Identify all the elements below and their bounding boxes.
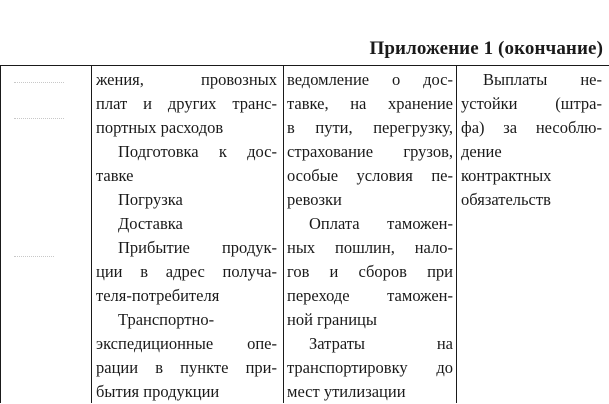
text-line: портных расходов [96,118,224,137]
text-line: рации в пункте при- [96,358,277,377]
text-line: Погрузка [118,190,183,209]
text-line: ции в адрес получа- [96,262,277,281]
text-line: переходе таможен- [287,286,453,305]
text-line: устойки (штра- [461,94,602,113]
text-line: мест утилизации [287,382,406,401]
text-line: бытия продукции [96,382,220,401]
text-line: транспортировку до [287,358,453,377]
column-stages [96,68,277,404]
table-left-border [0,66,1,403]
text-line: тавке, на хранение [287,94,453,113]
text-line: жения, провозных [96,70,277,89]
text-line: теля-потребителя [96,286,220,305]
text-line: контрактных [461,166,552,185]
column-divider [456,66,457,403]
faint-mark [14,256,54,257]
page-title: Приложение 1 (окончание) [369,38,603,59]
text-line: дение [461,142,502,161]
faint-mark [14,82,64,83]
text-line: Оплата таможен- [309,214,453,233]
text-line: страхование грузов, [287,142,453,161]
text-line: Подготовка к дос- [118,142,277,161]
text-line: тавке [96,166,134,185]
text-line: в пути, перегрузку, [287,118,453,137]
text-line: фа) за несоблю- [461,118,602,137]
text-line: плат и других транс- [96,94,277,113]
text-line: экспедиционные опе- [96,334,277,353]
text-line: обязательств [461,190,551,209]
text-line: Выплаты не- [483,70,602,89]
text-line: ных пошлин, нало- [287,238,453,257]
text-line: Прибытие продук- [118,238,277,257]
text-line: Транспортно- [118,310,215,329]
text-line: Доставка [118,214,183,233]
column-costs [287,68,453,404]
text-line: ведомление о дос- [287,70,453,89]
faint-mark [14,118,64,119]
text-line: Затраты на [309,334,453,353]
column-divider [283,66,284,403]
text-line: ной границы [287,310,377,329]
column-divider [91,66,92,403]
appendix-table [0,65,609,403]
column-penalties [461,68,602,212]
text-line: особые условия пе- [287,166,453,185]
text-line: ревозки [287,190,342,209]
text-line: гов и сборов при [287,262,453,281]
